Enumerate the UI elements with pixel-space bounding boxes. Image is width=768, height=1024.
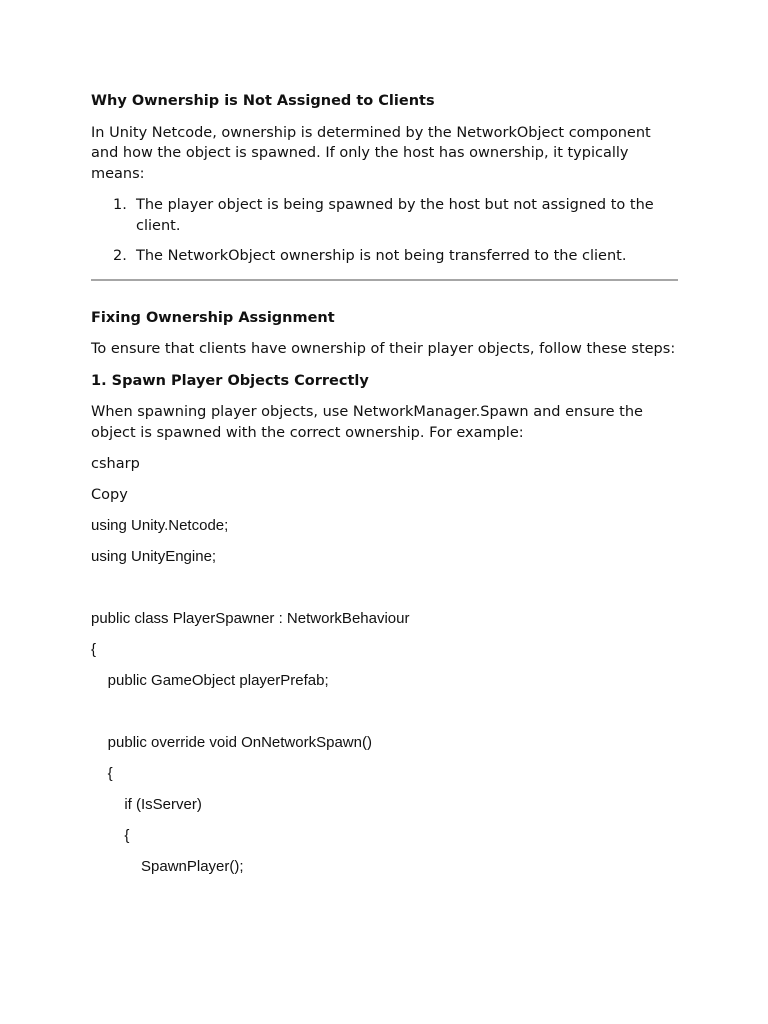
code-line: { <box>91 640 97 658</box>
list-number: 2. <box>113 248 127 264</box>
code-line: public class PlayerSpawner : NetworkBehaviour <box>91 609 410 627</box>
list-item-text: The player object is being spawned by the host but not assigned to the client. <box>136 197 654 234</box>
section-heading-ownership: Why Ownership is Not Assigned to Clients <box>91 93 435 109</box>
list-item-text: The NetworkObject ownership is not being transferred to the client. <box>136 248 627 264</box>
subsection-heading-spawn: 1. Spawn Player Objects Correctly <box>91 372 369 389</box>
code-line: using UnityEngine; <box>91 547 217 565</box>
horizontal-divider <box>91 279 678 281</box>
copy-button[interactable]: Copy <box>91 486 128 503</box>
list-number: 1. <box>113 197 127 213</box>
list-item <box>91 195 681 236</box>
code-line: public override void OnNetworkSpawn() <box>91 733 372 751</box>
code-line <box>91 702 681 723</box>
list-item <box>91 246 681 267</box>
code-line: if (IsServer) <box>91 795 202 813</box>
code-line: using Unity.Netcode; <box>91 516 229 534</box>
document-page <box>91 91 681 877</box>
code-line: public GameObject playerPrefab; <box>91 671 329 689</box>
spawn-intro-paragraph: When spawning player objects, use NetworkManager.Spawn and ensure the object is spawned with the correct ownership. For example: <box>91 404 643 441</box>
code-line: { <box>91 764 113 782</box>
code-line: SpawnPlayer(); <box>91 857 244 875</box>
intro-paragraph: In Unity Netcode, ownership is determined by the NetworkObject component and how the object is spawned. If only the host has ownership, it typically means: <box>91 124 651 182</box>
code-line: { <box>91 826 130 844</box>
code-line <box>91 578 681 599</box>
cause-list <box>91 195 681 267</box>
fix-intro-paragraph: To ensure that clients have ownership of their player objects, follow these steps: <box>91 341 676 357</box>
section-heading-fixing: Fixing Ownership Assignment <box>91 309 335 326</box>
code-language-label: csharp <box>91 455 140 472</box>
code-block <box>91 516 681 878</box>
